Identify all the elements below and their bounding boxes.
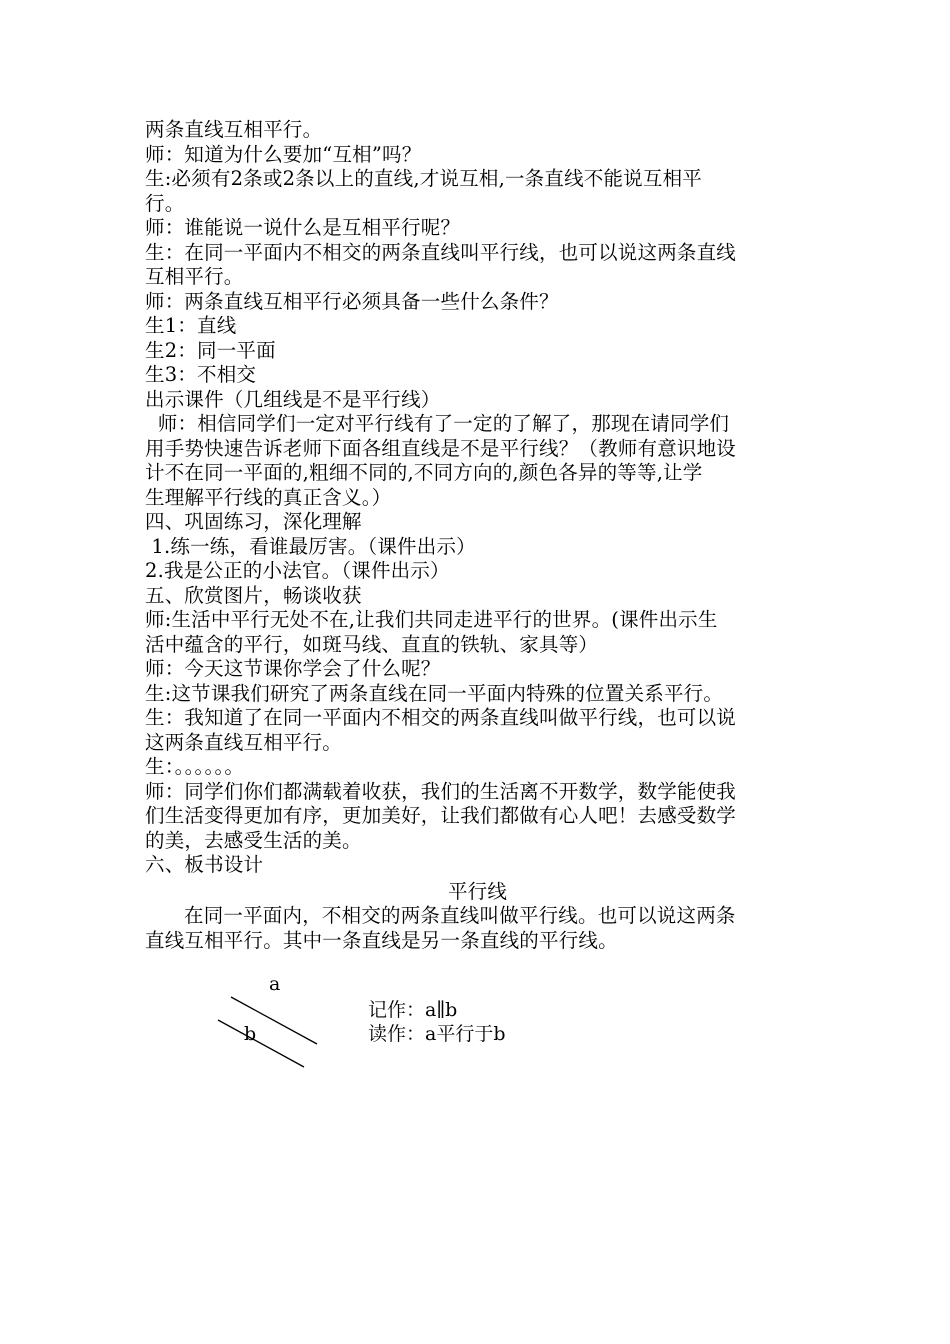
section-heading: 六、板书设计	[145, 853, 264, 876]
text-line: 生3：不相交	[145, 363, 257, 386]
text-line: 师:生活中平行无处不在,让我们共同走进平行的世界。(课件出示生	[145, 608, 718, 631]
parallel-lines-diagram	[145, 972, 810, 1072]
text-line: 1.练一练，看谁最厉害。（课件出示）	[145, 534, 476, 558]
text-line: 计不在同一平面的,粗细不同的,不同方向的,颜色各异的等等,让学	[145, 461, 703, 484]
text-line: 行。	[145, 191, 185, 215]
text-line: 师：谁能说一说什么是互相平行呢？	[145, 216, 461, 239]
section-heading: 五、欣赏图片，畅谈收获	[145, 583, 362, 607]
reading-text: 读作：a平行于b	[368, 1023, 506, 1045]
label-a: a	[269, 973, 281, 995]
text-line: 生：。。。。。。	[145, 755, 245, 778]
text-line: 生：在同一平面内不相交的两条直线叫平行线，也可以说这两条直线	[145, 240, 737, 264]
section-heading: 四、巩固练习，深化理解	[145, 510, 362, 533]
text-line: 生2：同一平面	[145, 338, 276, 362]
text-line: 师：两条直线互相平行必须具备一些什么条件？	[145, 289, 559, 313]
label-b: b	[244, 1023, 257, 1045]
notation-text: 记作：a∥b	[368, 999, 458, 1021]
text-line: 2.我是公正的小法官。（课件出示）	[145, 559, 450, 582]
text-line: 生：我知道了在同一平面内不相交的两条直线叫做平行线，也可以说	[145, 706, 737, 729]
board-title: 平行线	[447, 879, 508, 903]
text-line: 生:这节课我们研究了两条直线在同一平面内特殊的位置关系平行。	[145, 681, 724, 705]
text-line: 生:必须有2条或2条以上的直线,才说互相,一条直线不能说互相平	[145, 167, 702, 190]
board-definition: 在同一平面内，不相交的两条直线叫做平行线。也可以说这两条	[184, 904, 736, 927]
text-line: 师：相信同学们一定对平行线有了一定的了解了，那现在请同学们	[145, 412, 730, 435]
text-line: 们生活变得更加有序，更加美好，让我们都做有心人吧！去感受数学	[145, 804, 737, 827]
text-line: 师：今天这节课你学会了什么呢？	[145, 657, 441, 680]
text-line: 师：同学们你们都满载着收获，我们的生活离不开数学，数学能使我	[145, 779, 737, 803]
text-line: 生理解平行线的真正含义。）	[145, 485, 392, 509]
text-line: 生1：直线	[145, 314, 237, 337]
board-definition: 直线互相平行。其中一条直线是另一条直线的平行线。	[145, 928, 618, 952]
text-line: 互相平行。	[145, 265, 244, 288]
text-line: 的美，去感受生活的美。	[145, 828, 362, 852]
parallel-lines-figure	[145, 972, 810, 1072]
text-line: 两条直线互相平行。	[145, 118, 323, 141]
text-line: 这两条直线互相平行。	[145, 730, 343, 754]
document-body	[145, 118, 810, 953]
text-line: 用手势快速告诉老师下面各组直线是不是平行线？（教师有意识地设	[145, 436, 737, 460]
text-line: 师：知道为什么要加“互相”吗？	[145, 142, 422, 166]
line-b	[218, 1020, 304, 1067]
text-line: 出示课件（几组线是不是平行线）	[145, 387, 441, 411]
text-line: 活中蕴含的平行，如斑马线、直直的铁轨、家具等）	[145, 632, 599, 656]
